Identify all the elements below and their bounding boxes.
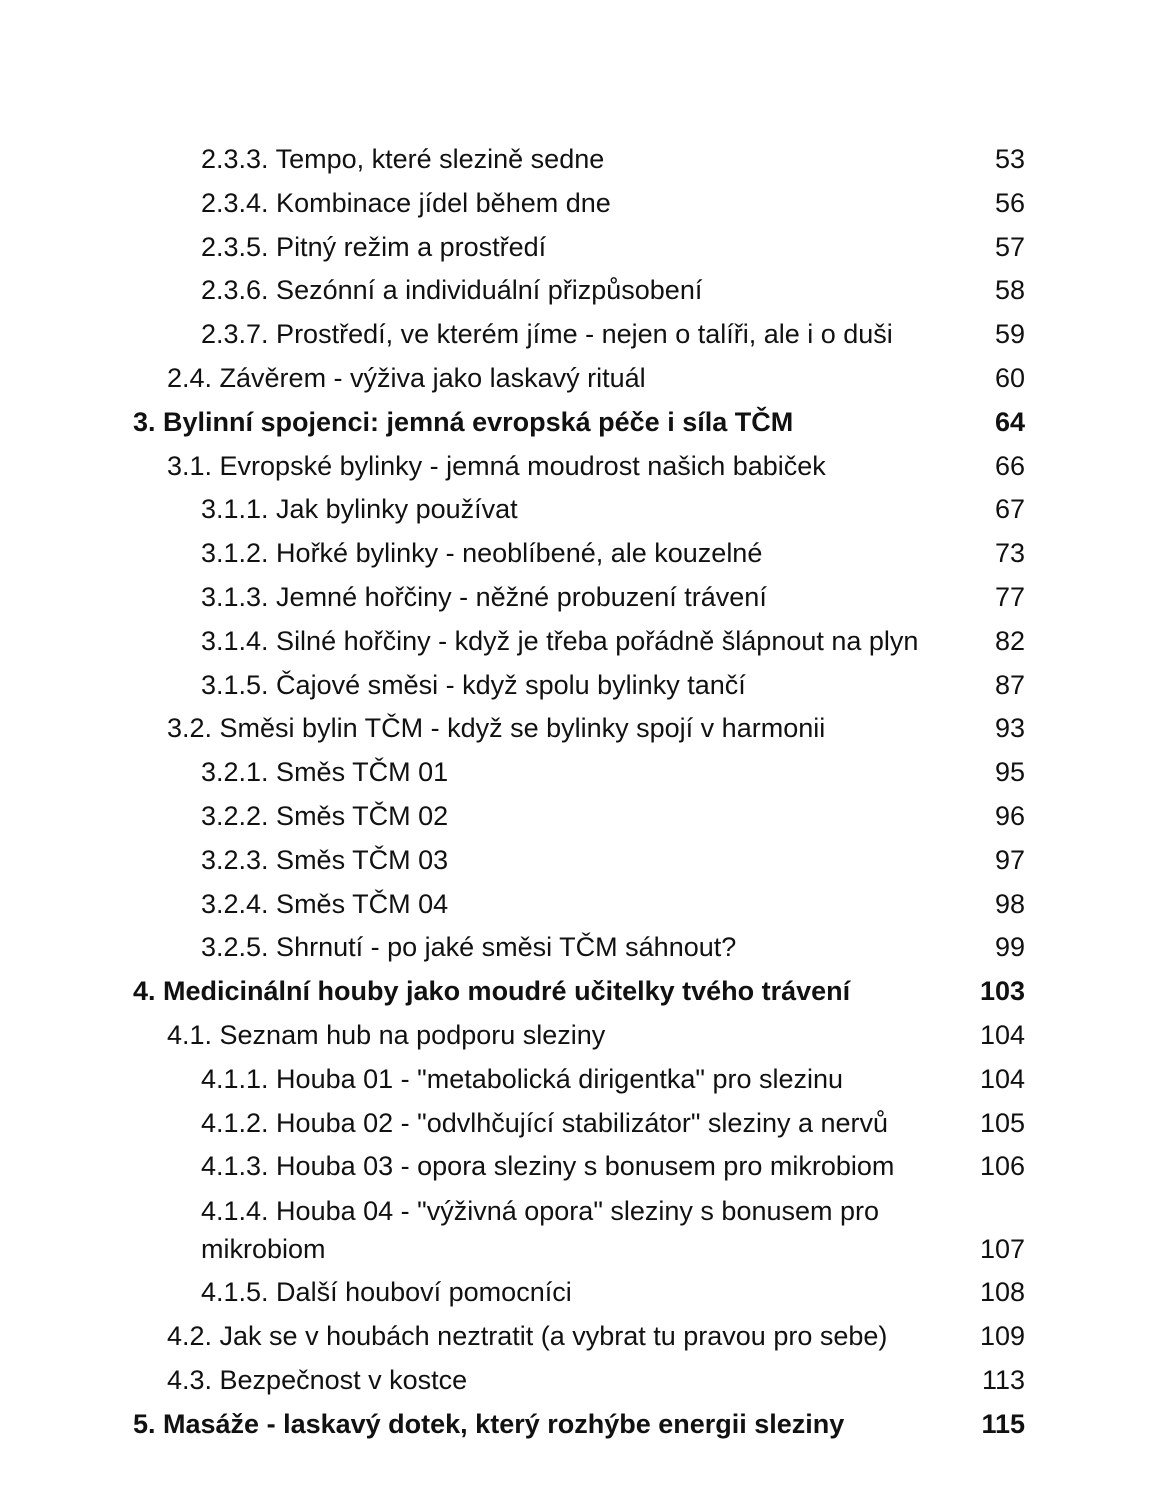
toc-entry-title: 4.1.3. Houba 03 - opora sleziny s bonusem pro mikrobiom [201,1151,895,1182]
toc-entry [133,839,1025,883]
toc-entry-page-number: 60 [994,362,1025,393]
toc-entry [133,970,1025,1014]
toc-entry-page-number: 56 [994,187,1025,218]
toc-entry-page-number: 96 [994,800,1025,831]
toc-entry [133,1102,1025,1146]
toc-entry-page-number: 108 [979,1277,1025,1308]
toc-entry-title: 4.1.1. Houba 01 - "metabolická dirigentka" pro slezinu [201,1063,844,1094]
toc-entry-title: 3. Bylinní spojenci: jemná evropská péče i síla TČM [133,406,794,437]
toc-entry-title: 3.2.5. Shrnutí - po jaké směsi TČM sáhnout? [201,932,737,963]
toc-entry-page-number: 93 [994,713,1025,744]
toc-entry-title: 4.1.4. Houba 04 - "výživná opora" sleziny s bonusem pro mikrobiom [201,1196,880,1265]
toc-entry-page-number: 66 [994,450,1025,481]
toc-entry-title: 3.1.4. Silné hořčiny - když je třeba pořádně šlápnout na plyn [201,625,919,656]
toc-entry-page-number: 107 [979,1234,1025,1265]
toc-entry-title: 4. Medicinální houby jako moudré učitelky tvého trávení [133,976,851,1007]
toc-entry-page-number: 103 [979,976,1025,1007]
toc-entry [133,795,1025,839]
toc-entry-title: 2.3.7. Prostředí, ve kterém jíme - nejen o talíři, ale i o duši [201,319,893,350]
toc-entry-page-number: 109 [979,1320,1025,1351]
toc-entry-title: 4.1.5. Další houboví pomocníci [201,1277,572,1308]
toc-entry [133,620,1025,664]
toc-entry [133,707,1025,751]
toc-entry-page-number: 87 [994,669,1025,700]
toc-entry-title: 4.1.2. Houba 02 - "odvlhčující stabilizátor" sleziny a nervů [201,1107,889,1138]
toc-entry [133,269,1025,313]
toc-entry-title: 3.2.3. Směs TČM 03 [201,844,449,875]
toc-entry [133,488,1025,532]
toc-entry-title: 3.2.1. Směs TČM 01 [201,757,449,788]
toc-entry-title: 3.1.3. Jemné hořčiny - něžné probuzení trávení [201,581,767,612]
toc-entry [133,751,1025,795]
toc-entry [133,1189,1025,1271]
toc-entry [133,1271,1025,1315]
table-of-contents [133,138,1025,1446]
toc-entry-page-number: 67 [994,494,1025,525]
toc-entry [133,926,1025,970]
toc-entry [133,576,1025,620]
toc-entry-title: 2.3.6. Sezónní a individuální přizpůsobení [201,275,703,306]
toc-entry-page-number: 57 [994,231,1025,262]
toc-entry [133,1403,1025,1447]
toc-entry-page-number: 106 [979,1151,1025,1182]
toc-entry-title: 4.3. Bezpečnost v kostce [167,1364,468,1395]
toc-entry-page-number: 113 [981,1364,1025,1395]
toc-entry [133,1315,1025,1359]
toc-entry-title: 3.2. Směsi bylin TČM - když se bylinky spojí v harmonii [167,713,826,744]
toc-entry-page-number: 97 [994,844,1025,875]
toc-entry-title: 3.1.1. Jak bylinky používat [201,494,518,525]
toc-entry-page-number: 64 [994,406,1025,437]
toc-entry-page-number: 73 [994,538,1025,569]
toc-entry-page-number: 53 [994,144,1025,174]
toc-entry-title: 3.2.2. Směs TČM 02 [201,800,449,831]
toc-entry [133,313,1025,357]
toc-entry-title: 3.1. Evropské bylinky - jemná moudrost našich babiček [167,450,826,481]
toc-entry-title: 2.3.4. Kombinace jídel během dne [201,187,611,218]
toc-entry-page-number: 105 [979,1107,1025,1138]
toc-entry-page-number: 82 [994,625,1025,656]
toc-entry [133,1014,1025,1058]
toc-entry-page-number: 115 [981,1408,1025,1439]
toc-entry [133,226,1025,270]
toc-entry-page-number: 104 [979,1063,1025,1094]
toc-entry-page-number: 59 [994,319,1025,350]
toc-entry-title: 2.3.3. Tempo, které slezině sedne [201,144,605,174]
toc-entry [133,182,1025,226]
toc-entry [133,1359,1025,1403]
toc-entry-title: 2.3.5. Pitný režim a prostředí [201,231,547,262]
toc-entry-title: 3.1.2. Hořké bylinky - neoblíbené, ale kouzelné [201,538,763,569]
toc-entry [133,445,1025,489]
toc-entry-title: 4.1. Seznam hub na podporu sleziny [167,1019,606,1050]
toc-entry-title: 3.2.4. Směs TČM 04 [201,888,449,919]
toc-entry [133,664,1025,708]
toc-entry-page-number: 95 [994,757,1025,788]
toc-entry [133,532,1025,576]
toc-entry-title: 4.2. Jak se v houbách neztratit (a vybrat tu pravou pro sebe) [167,1320,888,1351]
toc-entry-page-number: 98 [994,888,1025,919]
toc-entry-title: 3.1.5. Čajové směsi - když spolu bylinky tančí [201,669,746,700]
toc-entry-page-number: 104 [979,1019,1025,1050]
toc-entry-title: 2.4. Závěrem - výživa jako laskavý rituál [167,362,646,393]
toc-entry-page-number: 99 [994,932,1025,963]
toc-entry [133,357,1025,401]
toc-entry [133,883,1025,927]
toc-entry [133,401,1025,445]
toc-entry [133,138,1025,182]
toc-entry-title: 5. Masáže - laskavý dotek, který rozhýbe energii sleziny [133,1408,845,1439]
toc-entry-page-number: 58 [994,275,1025,306]
toc-entry [133,1145,1025,1189]
toc-entry-page-number: 77 [994,581,1025,612]
toc-entry [133,1058,1025,1102]
